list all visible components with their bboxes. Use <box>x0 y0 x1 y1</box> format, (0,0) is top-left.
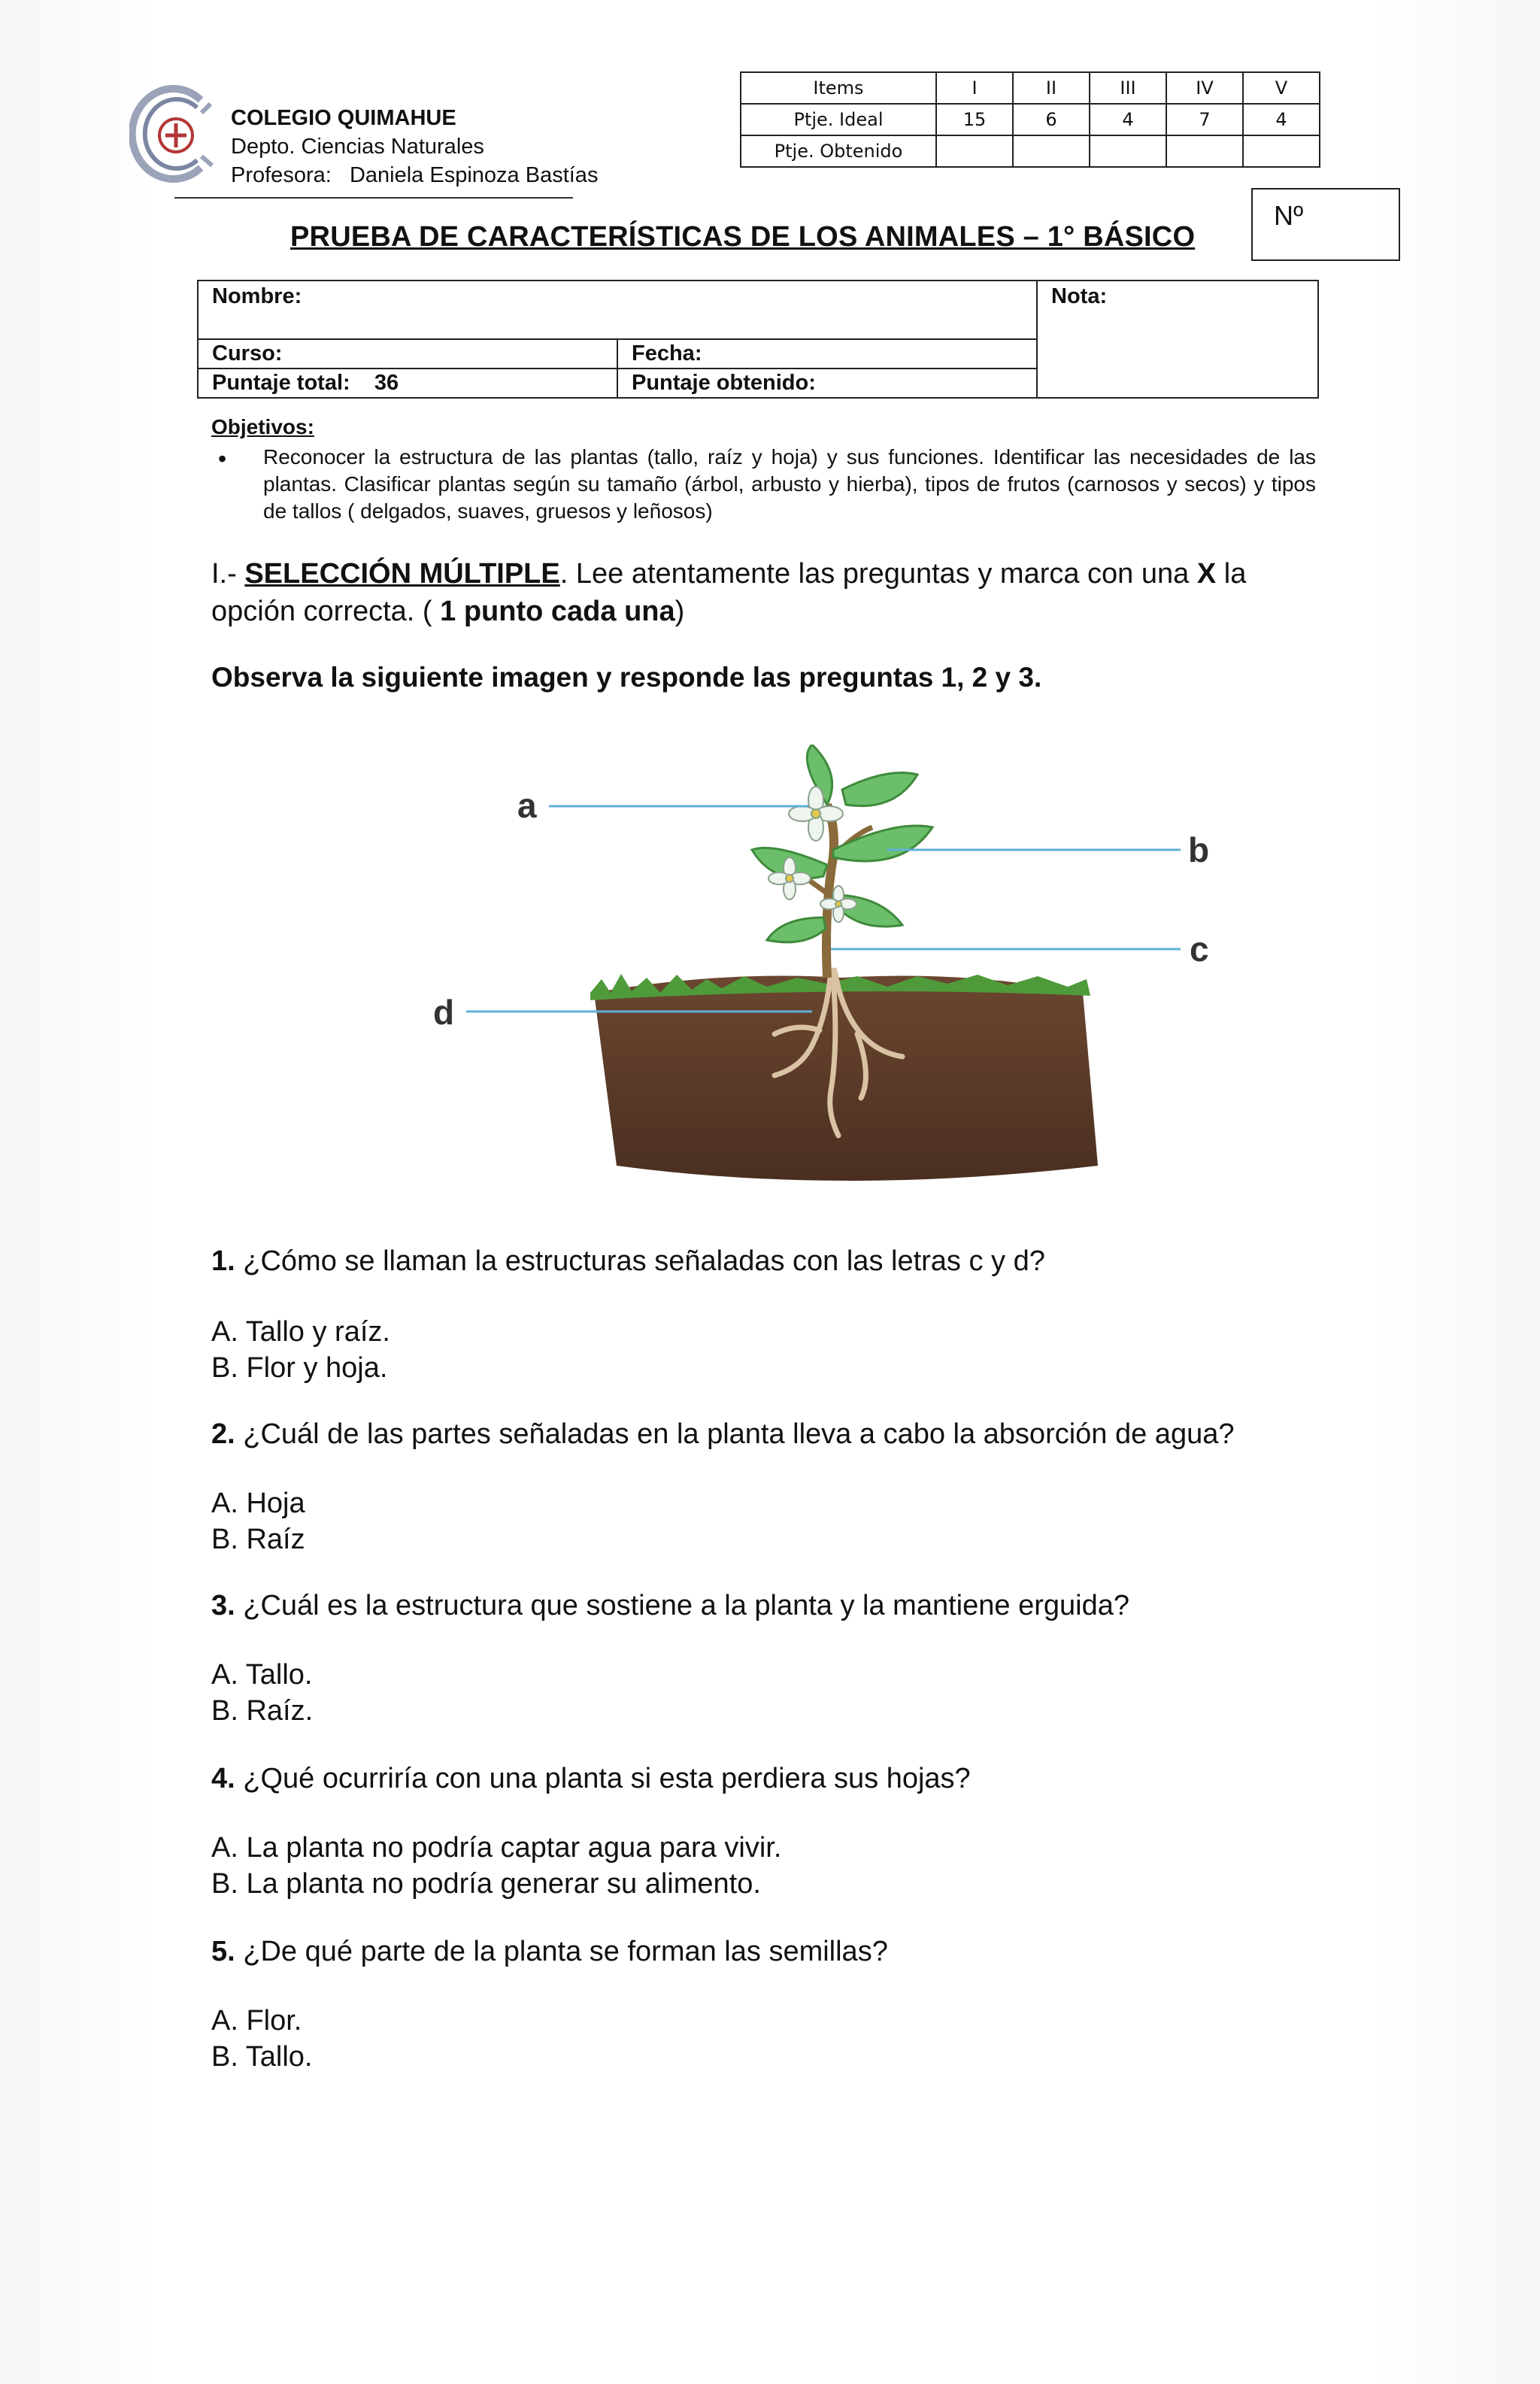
label-d: d <box>433 993 455 1032</box>
option-2a[interactable]: A. Hoja <box>211 1488 305 1519</box>
question-3 <box>211 1590 1129 1622</box>
question-1 <box>211 1245 1045 1278</box>
teacher-label: Profesora: <box>231 163 332 187</box>
ideal-cell: 4 <box>1243 104 1320 135</box>
items-row <box>741 72 1320 104</box>
ideal-cell: 6 <box>1013 104 1090 135</box>
section-name: SELECCIÓN MÚLTIPLE <box>244 558 560 590</box>
score-items-table <box>740 71 1320 168</box>
teacher-name: Daniela Espinoza Bastías <box>349 163 599 187</box>
option-1b[interactable]: B. Flor y hoja. <box>211 1352 388 1384</box>
grade-field[interactable]: Nota: <box>1037 281 1318 398</box>
objectives-text: Reconocer la estructura de las plantas (tallo, raíz y hoja) y sus funciones. Identificar las necesidades de las plantas. Clasificar plantas según su tamaño (árbol, arbusto y hierba), tipos de frutos (carnosos y secos) y tipos de tallos ( delgados, suaves, gruesos y leñosos) <box>263 445 1316 523</box>
plant-diagram <box>421 745 1248 1196</box>
ideal-header: Ptje. Ideal <box>741 104 936 135</box>
observe-instruction: Observa la siguiente imagen y responde las preguntas 1, 2 y 3. <box>211 662 1042 693</box>
question-number: 4. <box>211 1763 235 1794</box>
student-info-table <box>197 280 1319 399</box>
name-field[interactable]: Nombre: <box>198 281 1037 339</box>
page-shadow-left <box>0 0 158 2384</box>
page-shadow-right <box>1375 0 1540 2384</box>
question-4 <box>211 1763 971 1795</box>
number-box[interactable]: Nº <box>1251 188 1400 261</box>
school-info <box>231 104 598 190</box>
school-logo <box>129 81 220 187</box>
points-note: 1 punto cada una <box>440 596 675 627</box>
question-text: ¿Qué ocurriría con una planta si esta perdiera sus hojas? <box>235 1763 971 1794</box>
question-text: ¿De qué parte de la planta se forman las semillas? <box>235 1936 888 1967</box>
section-text-2: la opción correcta. ( <box>211 558 1247 627</box>
option-2b[interactable]: B. Raíz <box>211 1524 305 1555</box>
items-cell: II <box>1013 72 1090 104</box>
items-cell: IV <box>1166 72 1243 104</box>
items-header: Items <box>741 72 936 104</box>
total-score-value: 36 <box>374 371 399 395</box>
question-text: ¿Cuál es la estructura que sostiene a la planta y la mantiene erguida? <box>235 1590 1129 1621</box>
school-name: COLEGIO QUIMAHUE <box>231 106 456 130</box>
obtained-cell[interactable] <box>1013 135 1090 167</box>
option-5a[interactable]: A. Flor. <box>211 2005 302 2037</box>
label-c: c <box>1190 930 1209 969</box>
items-cell: V <box>1243 72 1320 104</box>
obtained-cell[interactable] <box>1243 135 1320 167</box>
items-cell: III <box>1090 72 1166 104</box>
label-b: b <box>1188 830 1210 869</box>
ideal-cell: 15 <box>936 104 1013 135</box>
teacher-line <box>231 161 598 190</box>
objectives-title: Objetivos: <box>211 415 314 438</box>
section-text-3: ) <box>675 596 685 627</box>
section-text-1: . Lee atentamente las preguntas y marca con una <box>559 558 1197 590</box>
question-2 <box>211 1418 1234 1451</box>
ideal-row <box>741 104 1320 135</box>
question-number: 5. <box>211 1936 235 1967</box>
question-5 <box>211 1936 888 1968</box>
question-number: 1. <box>211 1245 235 1277</box>
question-number: 2. <box>211 1418 235 1450</box>
question-text: ¿Cómo se llaman la estructuras señaladas con las letras c y d? <box>235 1245 1045 1277</box>
obtained-row <box>741 135 1320 167</box>
bullet: • <box>218 445 227 472</box>
option-4a[interactable]: A. La planta no podría captar agua para vivir. <box>211 1832 782 1864</box>
total-score-label: Puntaje total: <box>212 371 350 395</box>
obtained-cell[interactable] <box>1166 135 1243 167</box>
ideal-cell: 4 <box>1090 104 1166 135</box>
course-field[interactable]: Curso: <box>198 339 617 369</box>
option-4b[interactable]: B. La planta no podría generar su alimento. <box>211 1868 761 1900</box>
obtained-score-field[interactable]: Puntaje obtenido: <box>617 369 1037 398</box>
date-field[interactable]: Fecha: <box>617 339 1037 369</box>
obtained-cell[interactable] <box>936 135 1013 167</box>
obtained-cell[interactable] <box>1090 135 1166 167</box>
label-a: a <box>517 786 537 825</box>
ideal-cell: 7 <box>1166 104 1243 135</box>
obtained-header: Ptje. Obtenido <box>741 135 936 167</box>
option-5b[interactable]: B. Tallo. <box>211 2041 313 2073</box>
header-divider <box>174 197 573 199</box>
question-number: 3. <box>211 1590 235 1621</box>
department: Depto. Ciencias Naturales <box>231 135 484 159</box>
test-title: PRUEBA DE CARACTERÍSTICAS DE LOS ANIMALES – 1° BÁSICO <box>290 221 1196 253</box>
section-heading <box>211 555 1294 630</box>
items-cell: I <box>936 72 1013 104</box>
x-mark: X <box>1196 558 1217 590</box>
question-text: ¿Cuál de las partes señaladas en la planta lleva a cabo la absorción de agua? <box>235 1418 1235 1450</box>
total-score-field <box>198 369 617 398</box>
option-3a[interactable]: A. Tallo. <box>211 1659 313 1691</box>
option-1a[interactable]: A. Tallo y raíz. <box>211 1316 390 1348</box>
section-prefix: I.- <box>211 558 245 590</box>
option-3b[interactable]: B. Raíz. <box>211 1695 314 1727</box>
